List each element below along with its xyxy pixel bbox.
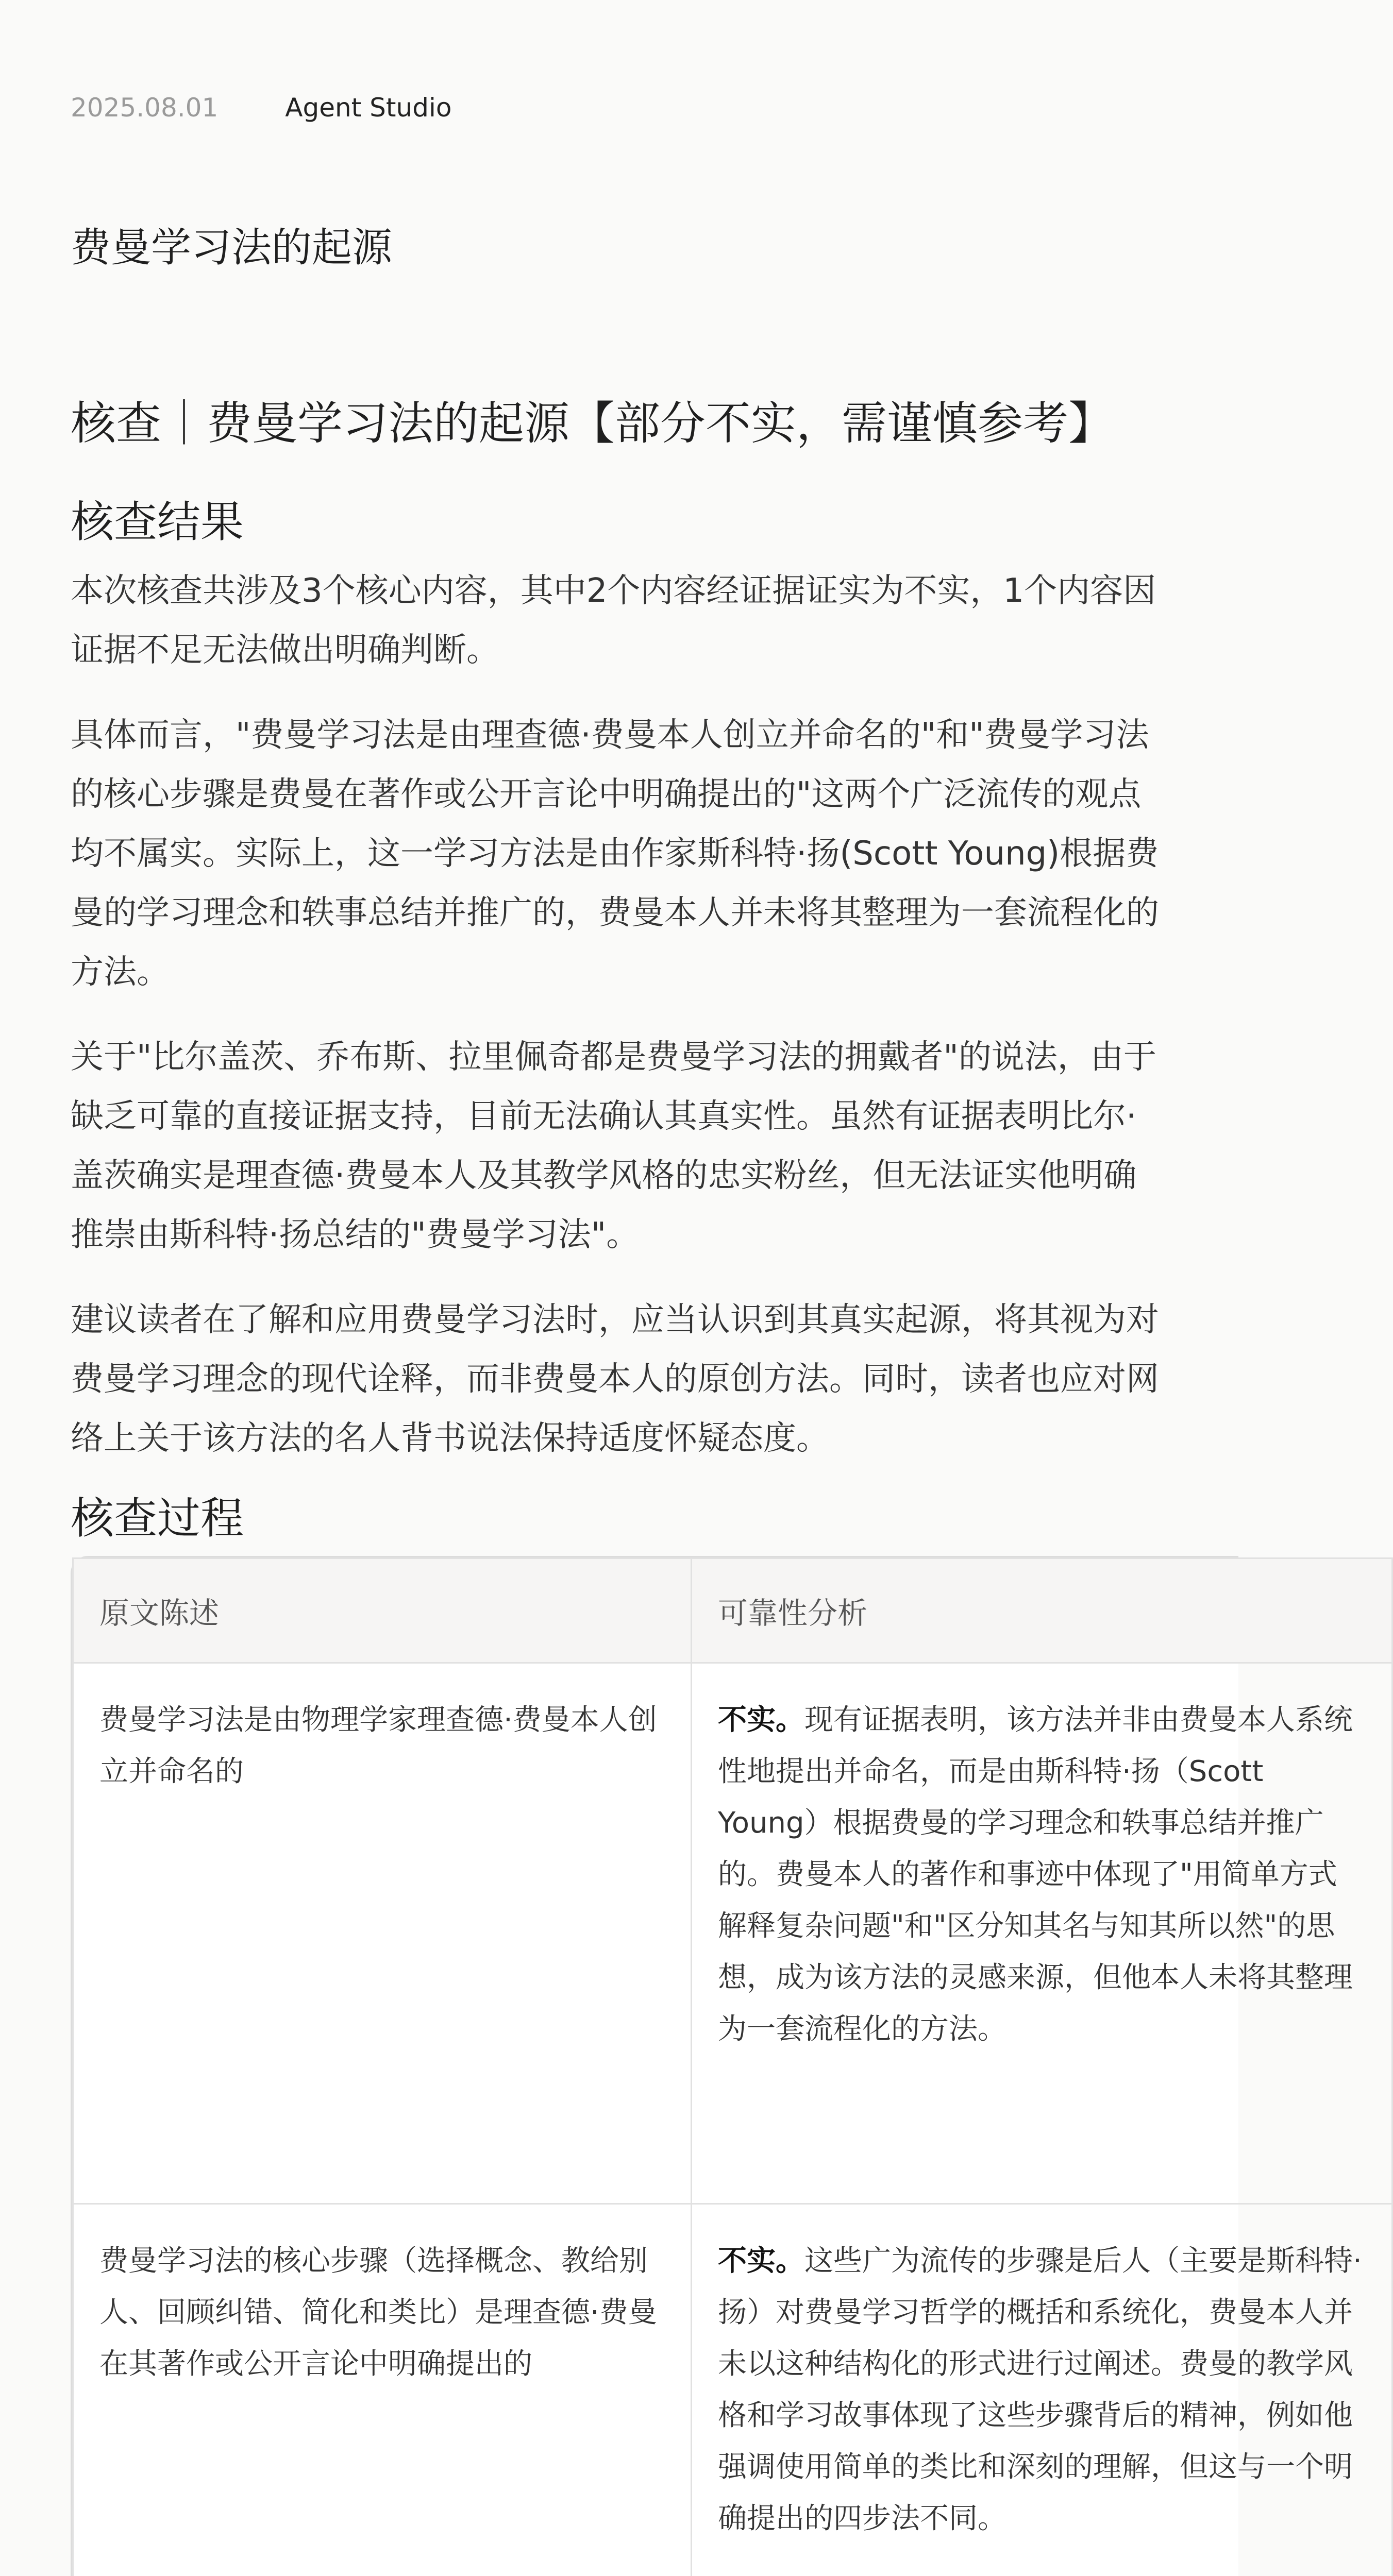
brand-name[interactable]: Agent Studio	[285, 93, 452, 123]
table-header-row	[73, 1558, 1392, 1663]
report-title: 核查｜费曼学习法的起源【部分不实，需谨慎参考】	[71, 397, 1114, 450]
result-summary	[71, 562, 1168, 1494]
header-bar	[71, 90, 451, 126]
table-row	[73, 2204, 1392, 2576]
summary-paragraph: 建议读者在了解和应用费曼学习法时，应当认识到其真实起源，将其视为对费曼学习理念的现代诠释，而非费曼本人的原创方法。同时，读者也应对网络上关于该方法的名人背书说法保持适度怀疑态度。	[71, 1301, 1159, 1458]
process-table-scroll[interactable]	[71, 1556, 1362, 2576]
analysis-cell	[692, 2204, 1392, 2576]
statement-cell: 费曼学习法是由物理学家理查德·费曼本人创立并命名的	[73, 1663, 692, 2204]
summary-paragraph: 具体而言，"费曼学习法是由理查德·费曼本人创立并命名的"和"费曼学习法的核心步骤是费曼在著作或公开言论中明确提出的"这两个广泛流传的观点均不属实。实际上，这一学习方法是由作家斯科特·扬(Scott Young)根据费曼的学习理念和轶事总结并推广的，费曼本人并未将其整理为一套流程化的方法。	[71, 716, 1159, 991]
page-title: 费曼学习法的起源	[71, 225, 393, 271]
report-date: 2025.08.01	[71, 93, 219, 123]
process-heading: 核查过程	[71, 1493, 244, 1544]
column-header-statement: 原文陈述	[73, 1558, 692, 1663]
verdict-label: 不实。	[718, 1703, 804, 1737]
statement-cell: 费曼学习法的核心步骤（选择概念、教给别人、回顾纠错、简化和类比）是理查德·费曼在其著作或公开言论中明确提出的	[73, 2204, 692, 2576]
summary-paragraph: 本次核查共涉及3个核心内容，其中2个内容经证据证实为不实，1个内容因证据不足无法做出明确判断。	[71, 572, 1156, 669]
process-table	[72, 1557, 1393, 2576]
column-header-analysis: 可靠性分析	[692, 1558, 1392, 1663]
analysis-text: 这些广为流传的步骤是后人（主要是斯科特·扬）对费曼学习哲学的概括和系统化，费曼本人并未以这种结构化的形式进行过阐述。费曼的教学风格和学习故事体现了这些步骤背后的精神，例如他强调使用简单的类比和深刻的理解，但这与一个明确提出的四步法不同。	[718, 2244, 1362, 2535]
verdict-label: 不实。	[718, 2244, 804, 2278]
analysis-cell	[692, 1663, 1392, 2204]
analysis-text: 现有证据表明，该方法并非由费曼本人系统性地提出并命名，而是由斯科特·扬（Scott Young）根据费曼的学习理念和轶事总结并推广的。费曼本人的著作和事迹中体现了"用简单方式解释复杂问题"和"区分知其名与知其所以然"的思想，成为该方法的灵感来源，但他本人未将其整理为一套流程化的方法。	[718, 1703, 1353, 2046]
result-heading: 核查结果	[71, 497, 244, 547]
summary-paragraph: 关于"比尔盖茨、乔布斯、拉里佩奇都是费曼学习法的拥戴者"的说法，由于缺乏可靠的直接证据支持，目前无法确认其真实性。虽然有证据表明比尔·盖茨确实是理查德·费曼本人及其教学风格的忠实粉丝，但无法证实他明确推崇由斯科特·扬总结的"费曼学习法"。	[71, 1038, 1156, 1254]
table-row	[73, 1663, 1392, 2204]
